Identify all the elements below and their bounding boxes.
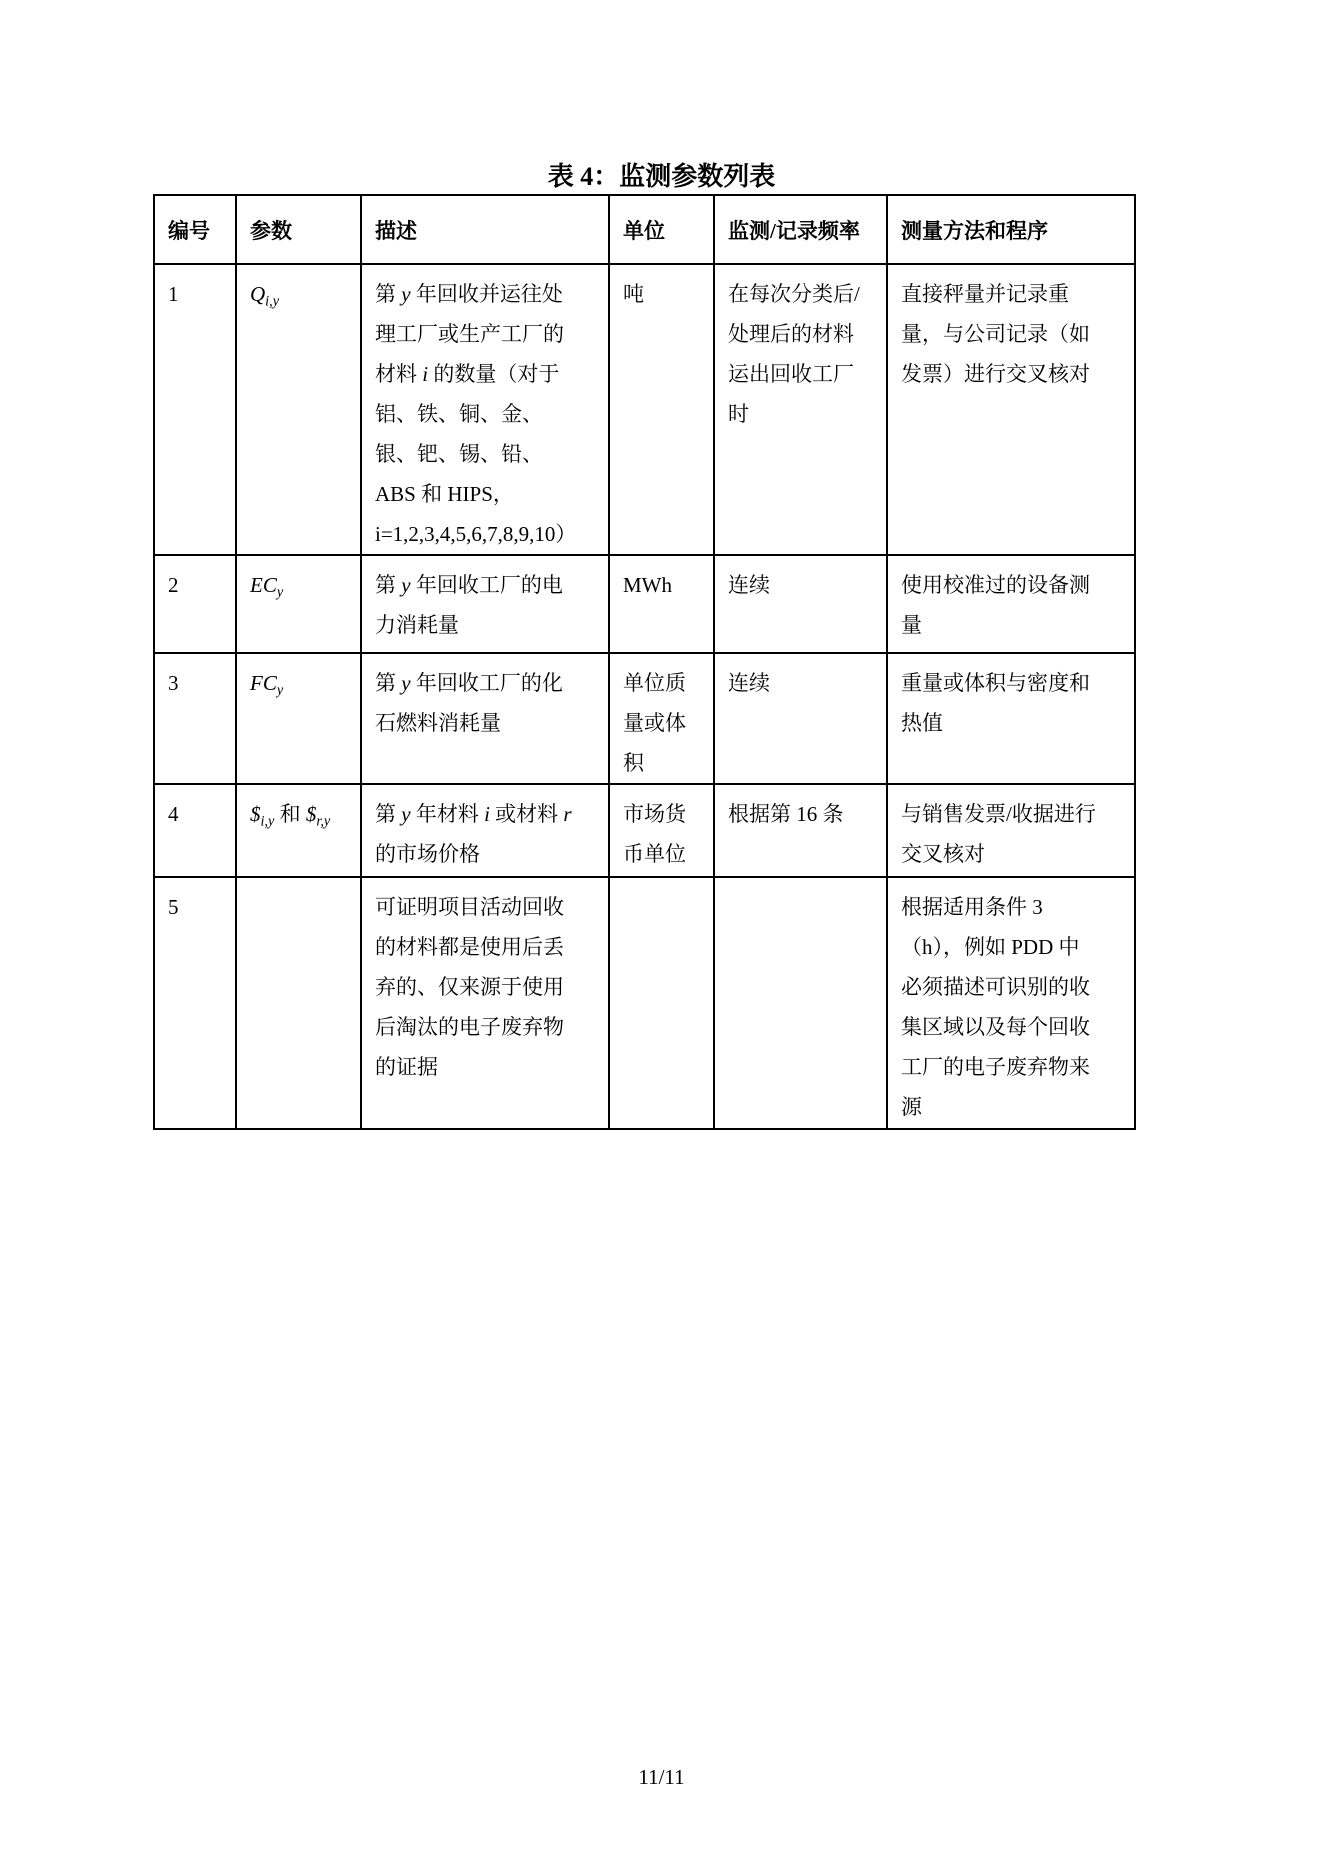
cell-line [728, 794, 876, 834]
text-run: 重量或体积与密度和 [901, 671, 1090, 695]
row-2-number-cell [154, 555, 236, 653]
header-description: 描述 [361, 195, 609, 264]
cell-line [375, 834, 598, 874]
text-run: 的市场价格 [375, 842, 480, 866]
text-run: 的证据 [375, 1055, 438, 1079]
text-run: 连续 [728, 671, 770, 695]
math-variable: r [563, 802, 572, 826]
text-run: 理工厂或生产工厂的 [375, 322, 564, 346]
cell-line [623, 794, 703, 834]
text-run: 积 [623, 751, 644, 775]
row-2-unit-cell [609, 555, 714, 653]
row-1-frequency-cell [714, 264, 887, 555]
text-run: 根据第 16 条 [728, 802, 844, 826]
text-run: 量，与公司记录（如 [901, 322, 1090, 346]
table-title: 表 4：监测参数列表 [547, 162, 776, 191]
cell-line [901, 605, 1124, 645]
math-subscript: i,y [265, 293, 280, 310]
cell-line [901, 887, 1124, 927]
cell-line [728, 565, 876, 605]
header-number: 编号 [154, 195, 236, 264]
row-4-parameter-cell [236, 784, 361, 877]
text-run: 使用校准过的设备测 [901, 573, 1090, 597]
row-4-description-cell [361, 784, 609, 877]
text-run: 弃的、仅来源于使用 [375, 975, 564, 999]
header-parameter: 参数 [236, 195, 361, 264]
text-run: 与销售发票/收据进行 [901, 802, 1096, 826]
text-run: 热值 [901, 711, 943, 735]
row-2-method-cell [887, 555, 1135, 653]
row-2-description-cell [361, 555, 609, 653]
cell-line [250, 274, 350, 314]
cell-line [375, 394, 598, 434]
text-run: 或材料 [489, 802, 564, 826]
cell-line [623, 834, 703, 874]
cell-line [375, 887, 598, 927]
math-variable: FC [250, 671, 277, 695]
cell-line [375, 514, 598, 554]
text-run: 工厂的电子废弃物来 [901, 1055, 1090, 1079]
math-variable: Q [250, 282, 266, 306]
text-run: 量或体 [623, 711, 686, 735]
cell-line [375, 314, 598, 354]
row-number: 3 [168, 671, 179, 695]
text-run: 年材料 [410, 802, 485, 826]
text-run: 石燃料消耗量 [375, 711, 501, 735]
row-1-method-cell [887, 264, 1135, 555]
text-run: 直接秤量并记录重 [901, 282, 1069, 306]
text-run: ABS 和 HIPS， [375, 482, 514, 506]
row-1-description-cell [361, 264, 609, 555]
row-number: 4 [168, 802, 179, 826]
text-run: 可证明项目活动回收 [375, 895, 564, 919]
math-variable: i [422, 362, 429, 386]
text-run: 第 [375, 573, 402, 597]
table-row [154, 877, 1135, 1129]
math-subscript: y [276, 682, 284, 699]
row-number: 5 [168, 895, 179, 919]
math-variable: y [401, 671, 411, 695]
text-run: 交叉核对 [901, 842, 985, 866]
cell-line [901, 1047, 1124, 1087]
cell-line [623, 663, 703, 703]
text-run: i=1,2,3,4,5,6,7,8,9,10） [375, 522, 577, 546]
cell-line [901, 794, 1124, 834]
table-row [154, 264, 1135, 555]
math-variable: $ [305, 802, 317, 826]
math-variable: i [484, 802, 490, 826]
row-5-method-cell [887, 877, 1135, 1129]
row-5-unit-cell [609, 877, 714, 1129]
text-run: MWh [623, 573, 672, 597]
row-3-description-cell [361, 653, 609, 784]
cell-line [901, 967, 1124, 1007]
cell-line [901, 354, 1124, 394]
text-run: 发票）进行交叉核对 [901, 362, 1090, 386]
cell-line [623, 565, 703, 605]
row-number: 1 [168, 282, 179, 306]
row-5-number-cell [154, 877, 236, 1129]
cell-line [728, 663, 876, 703]
header-row [154, 195, 1135, 264]
cell-line [375, 274, 598, 314]
math-variable: y [401, 282, 411, 306]
cell-line [375, 1007, 598, 1047]
row-2-frequency-cell [714, 555, 887, 653]
cell-line [728, 274, 876, 314]
row-4-method-cell [887, 784, 1135, 877]
cell-line [901, 927, 1124, 967]
row-4-frequency-cell [714, 784, 887, 877]
row-4-number-cell [154, 784, 236, 877]
cell-line [901, 834, 1124, 874]
text-run: 力消耗量 [375, 613, 459, 637]
text-run: 和 [274, 802, 306, 826]
cell-line [375, 605, 598, 645]
text-run: 必须描述可识别的收 [901, 975, 1090, 999]
row-4-unit-cell [609, 784, 714, 877]
cell-line [901, 314, 1124, 354]
math-subscript: i,y [260, 813, 275, 830]
math-variable: y [401, 802, 411, 826]
text-run: 量 [901, 613, 922, 637]
row-1-unit-cell [609, 264, 714, 555]
table-row [154, 653, 1135, 784]
text-run: 源 [901, 1095, 922, 1119]
header-unit: 单位 [609, 195, 714, 264]
cell-line [375, 565, 598, 605]
row-5-frequency-cell [714, 877, 887, 1129]
text-run: 单位质 [623, 671, 686, 695]
row-2-parameter-cell [236, 555, 361, 653]
text-run: 年回收工厂的电 [410, 573, 563, 597]
cell-line [901, 565, 1124, 605]
row-5-parameter-cell [236, 877, 361, 1129]
cell-line [375, 663, 598, 703]
cell-line [375, 354, 598, 394]
text-run: 集区域以及每个回收 [901, 1015, 1090, 1039]
cell-line [623, 274, 703, 314]
text-run: 材料 [375, 362, 423, 386]
text-run: 在每次分类后/ [728, 282, 860, 306]
text-run: 第 [375, 671, 402, 695]
text-run: 第 [375, 282, 402, 306]
cell-line [728, 394, 876, 434]
cell-line [728, 354, 876, 394]
cell-line [375, 794, 598, 834]
cell-line [623, 703, 703, 743]
cell-line [375, 703, 598, 743]
text-run: 年回收并运往处 [410, 282, 563, 306]
text-run: 运出回收工厂 [728, 362, 854, 386]
math-variable: $ [250, 802, 261, 826]
monitoring-parameters-table [153, 194, 1136, 1130]
math-variable: EC [250, 573, 277, 597]
text-run: 处理后的材料 [728, 322, 854, 346]
text-run: 根据适用条件 3 [901, 895, 1043, 919]
cell-line [250, 794, 350, 834]
row-number: 2 [168, 573, 179, 597]
cell-line [901, 703, 1124, 743]
text-run: 银、钯、锡、铅、 [375, 442, 543, 466]
text-run: 时 [728, 402, 749, 426]
text-run: 年回收工厂的化 [410, 671, 563, 695]
text-run: 市场货 [623, 802, 686, 826]
cell-line [375, 1047, 598, 1087]
cell-line [901, 1007, 1124, 1047]
cell-line [375, 967, 598, 1007]
cell-line [901, 1087, 1124, 1127]
text-run: 的数量（对于 [428, 362, 560, 386]
cell-line [623, 743, 703, 783]
row-3-frequency-cell [714, 653, 887, 784]
cell-line [901, 663, 1124, 703]
text-run: 铝、铁、铜、金、 [375, 402, 543, 426]
table-row [154, 555, 1135, 653]
cell-line [250, 663, 350, 703]
row-3-number-cell [154, 653, 236, 784]
text-run: 的材料都是使用后丢 [375, 935, 564, 959]
header-method: 测量方法和程序 [887, 195, 1135, 264]
math-subscript: r,y [316, 813, 331, 830]
cell-line [375, 927, 598, 967]
row-5-description-cell [361, 877, 609, 1129]
cell-line [250, 565, 350, 605]
page-number: 11/11 [638, 1765, 685, 1789]
row-1-number-cell [154, 264, 236, 555]
math-subscript: y [276, 584, 284, 601]
math-variable: y [401, 573, 411, 597]
row-1-parameter-cell [236, 264, 361, 555]
row-3-method-cell [887, 653, 1135, 784]
text-run: 后淘汰的电子废弃物 [375, 1015, 564, 1039]
text-run: （h），例如 PDD 中 [901, 935, 1080, 959]
table-row [154, 784, 1135, 877]
cell-line [728, 314, 876, 354]
text-run: 吨 [623, 282, 644, 306]
row-3-parameter-cell [236, 653, 361, 784]
text-run: 第 [375, 802, 402, 826]
cell-line [375, 434, 598, 474]
header-frequency: 监测/记录频率 [714, 195, 887, 264]
row-3-unit-cell [609, 653, 714, 784]
cell-line [901, 274, 1124, 314]
cell-line [375, 474, 598, 514]
text-run: 币单位 [623, 842, 686, 866]
text-run: 连续 [728, 573, 770, 597]
